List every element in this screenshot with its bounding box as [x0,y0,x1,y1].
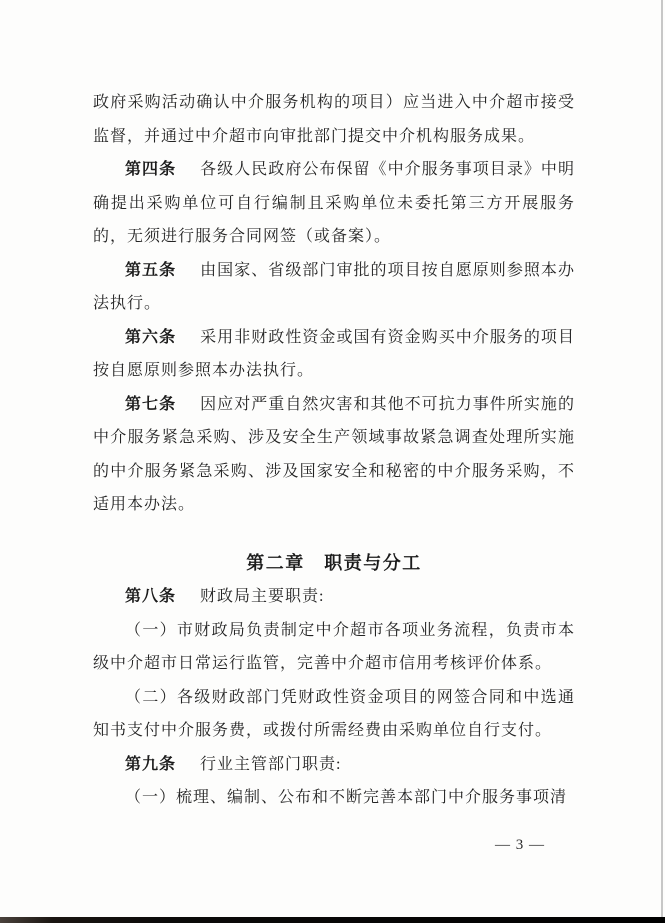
article-number-label: 第八条 [125,588,177,605]
article-number-label: 第五条 [125,261,177,279]
document-body [93,86,575,815]
paragraph-text: （一）市财政局负责制定中介超市各项业务流程，负责市本级中介超市日常运行监管，完善中介超市信用考核评价体系。 [93,621,575,672]
article-paragraph [93,748,575,782]
continuation-paragraph [93,86,575,153]
scan-edge-line [661,0,663,923]
article-paragraph [93,321,575,388]
article-number-label: 第六条 [125,328,177,346]
article-paragraph [93,153,575,254]
paragraph-text: 政府采购活动确认中介服务机构的项目）应当进入中介超市接受监督，并通过中介超市向审批部门提交中介机构服务成果。 [93,94,575,145]
scan-bottom-edge [0,917,665,923]
article-number-label: 第七条 [125,395,177,413]
list-item-paragraph [93,781,575,815]
paragraph-text: 由国家、省级部门审批的项目按自愿原则参照本办法执行。 [93,261,575,312]
paragraph-text: 行业主管部门职责: [200,755,342,773]
paragraph-text: （二）各级财政部门凭财政性资金项目的网签合同和中选通知书支付中介服务费，或拨付所需经费由采购单位自行支付。 [93,688,575,739]
paragraph-text: （一）梳理、编制、公布和不断完善本部门中介服务事项清 [125,789,568,806]
page-number: — 3 — [495,837,545,853]
article-paragraph [93,254,575,321]
article-paragraph [93,388,575,522]
article-number-label: 第九条 [125,755,177,773]
list-item-paragraph [93,614,575,681]
article-number-label: 第四条 [125,161,177,178]
chapter-heading: 第二章 职责与分工 [246,552,422,573]
paragraph-text: 财政局主要职责: [200,588,325,605]
list-item-paragraph [93,681,575,748]
paragraph-text: 因应对严重自然灾害和其他不可抗力事件所实施的中介服务紧急采购、涉及安全生产领域事故紧急调查处理所实施的中介服务紧急采购、涉及国家安全和秘密的中介服务采购，不适用本办法。 [93,395,575,513]
paragraph-text: 各级人民政府公布保留《中介服务事项目录》中明确提出采购单位可自行编制且采购单位未委托第三方开展服务的，无须进行服务合同网签（或备案）。 [93,161,575,245]
article-paragraph [93,580,575,614]
paragraph-text: 采用非财政性资金或国有资金购买中介服务的项目按自愿原则参照本办法执行。 [93,328,575,379]
